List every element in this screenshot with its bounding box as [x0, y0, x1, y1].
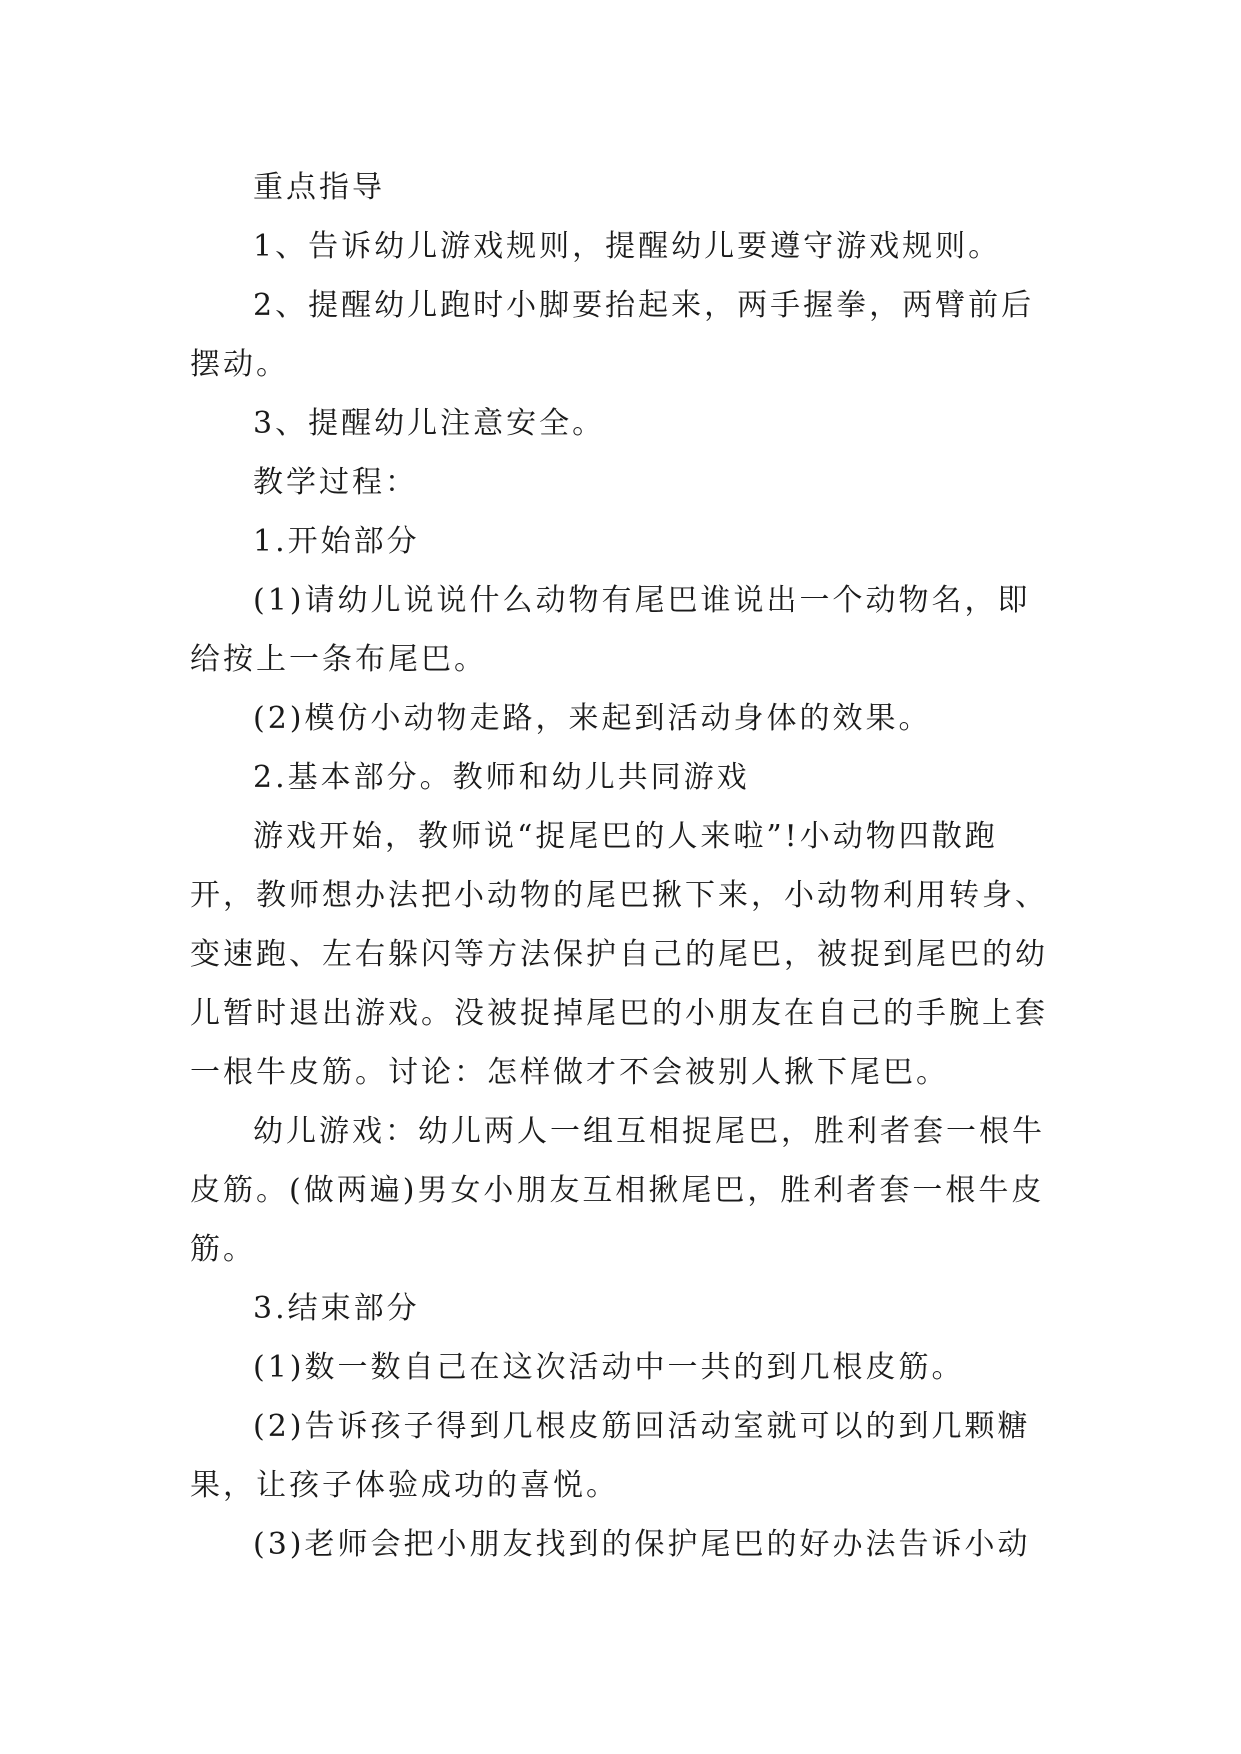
- section-heading-key-guidance: 重点指导: [253, 170, 385, 205]
- closing-step-2: (2)告诉孩子得到几根皮筋回活动室就可以的到几颗糖果，让孩子体验成功的喜悦。: [190, 1409, 1031, 1503]
- basic-paragraph-game: 游戏开始，教师说“捉尾巴的人来啦”!小动物四散跑开，教师想办法把小动物的尾巴揪下来，小动物利用转身、变速跑、左右躲闪等方法保护自己的尾巴，被捉到尾巴的幼儿暂时退出游戏。没被捉掉尾巴的小朋友在自己的手腕上套一根牛皮筋。讨论：怎样做才不会被别人揪下尾巴。: [190, 819, 1048, 1090]
- subsection-heading-closing: 3.结束部分: [253, 1291, 420, 1326]
- subsection-heading-opening: 1.开始部分: [253, 524, 420, 559]
- opening-step-2: (2)模仿小动物走路，来起到活动身体的效果。: [253, 701, 932, 736]
- guidance-item-1: 1、告诉幼儿游戏规则，提醒幼儿要遵守游戏规则。: [253, 229, 1002, 264]
- document-body: [190, 158, 1050, 1574]
- opening-step-1: (1)请幼儿说说什么动物有尾巴谁说出一个动物名，即给按上一条布尾巴。: [190, 583, 1031, 677]
- guidance-item-2: 2、提醒幼儿跑时小脚要抬起来，两手握拳，两臂前后摆动。: [190, 288, 1035, 382]
- closing-step-1: (1)数一数自己在这次活动中一共的到几根皮筋。: [253, 1350, 965, 1385]
- section-heading-teaching-process: 教学过程：: [253, 465, 418, 500]
- closing-step-3: (3)老师会把小朋友找到的保护尾巴的好办法告诉小动: [253, 1527, 1031, 1562]
- subsection-heading-basic: 2.基本部分。教师和幼儿共同游戏: [253, 760, 750, 795]
- guidance-item-3: 3、提醒幼儿注意安全。: [253, 406, 606, 441]
- basic-paragraph-children-game: 幼儿游戏：幼儿两人一组互相捉尾巴，胜利者套一根牛皮筋。(做两遍)男女小朋友互相揪尾巴，胜利者套一根牛皮筋。: [190, 1114, 1045, 1267]
